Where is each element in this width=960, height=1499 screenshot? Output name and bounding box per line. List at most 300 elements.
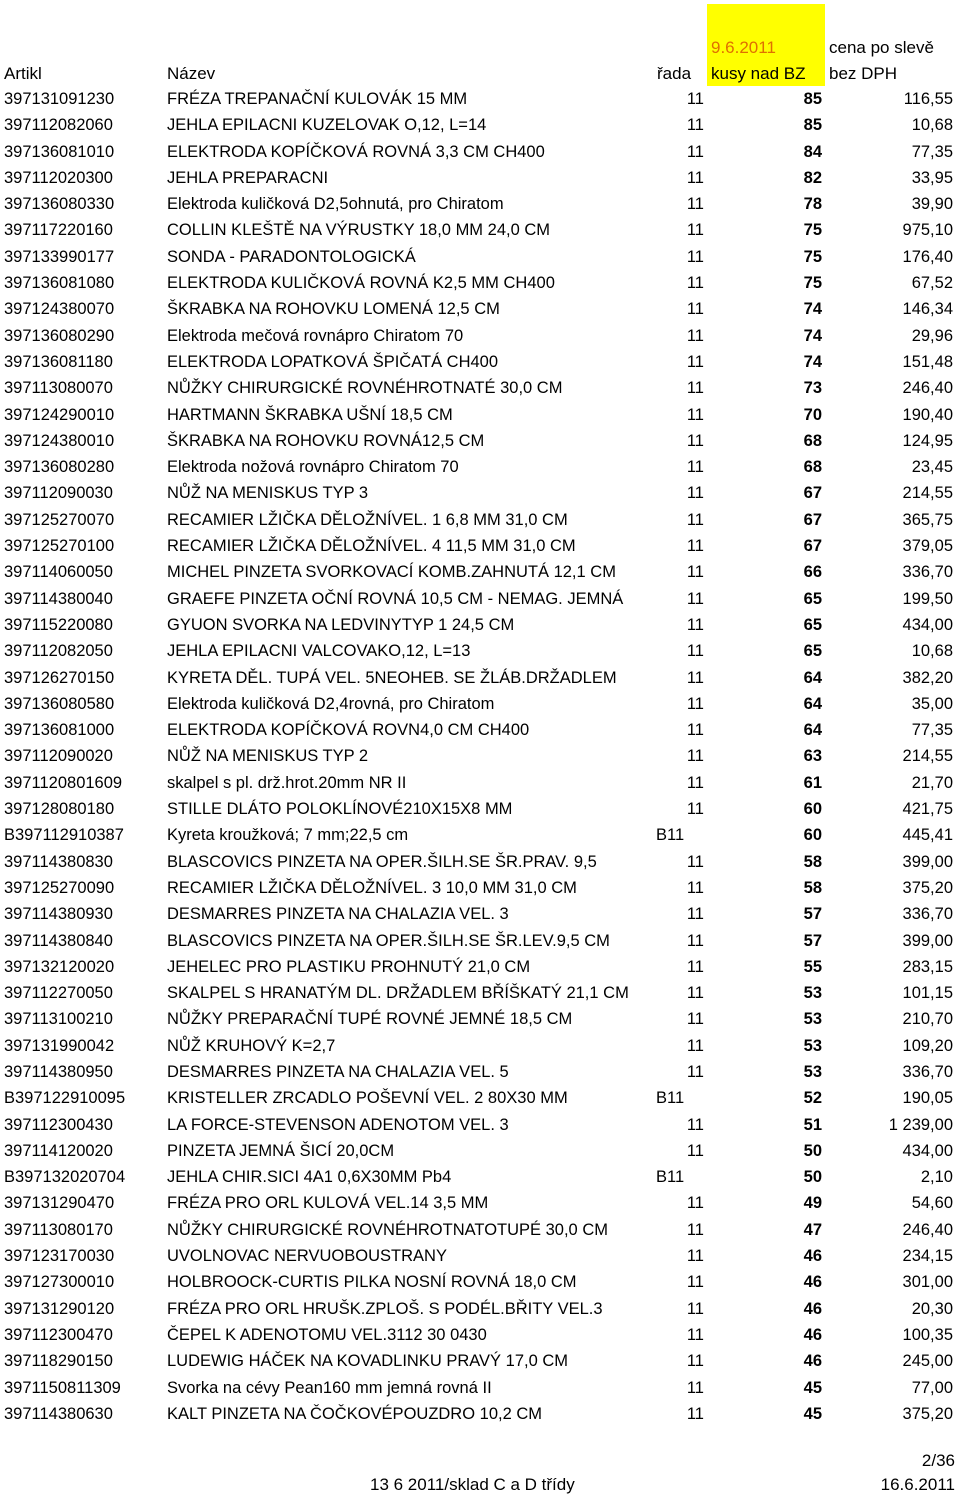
table-row <box>0 586 960 612</box>
kusy-cell: 64 <box>803 721 822 740</box>
rada-cell: 11 <box>686 800 704 819</box>
nazev-cell: JEHLA PREPARACNI <box>167 168 329 187</box>
kusy-cell: 74 <box>803 352 822 371</box>
table-row <box>0 1033 960 1059</box>
nazev-cell: NŮŽ NA MENISKUS TYP 3 <box>167 484 369 503</box>
header-cena-line1: cena po slevě <box>829 38 934 57</box>
rada-cell: 11 <box>686 1378 704 1397</box>
table-row <box>0 533 960 559</box>
table-row <box>0 638 960 664</box>
kusy-cell: 49 <box>803 1194 822 1213</box>
kusy-cell: 50 <box>803 1168 822 1187</box>
nazev-cell: PINZETA JEMNÁ ŠICÍ 20,0CM <box>167 1141 395 1160</box>
artikl-cell: 397113080070 <box>4 379 113 398</box>
kusy-cell: 85 <box>803 90 822 108</box>
cena-cell: 365,75 <box>902 510 953 529</box>
table-row <box>0 217 960 243</box>
artikl-cell: 397125270070 <box>4 510 115 529</box>
kusy-cell: 53 <box>803 1062 822 1081</box>
rada-cell: 11 <box>686 694 704 713</box>
artikl-cell: 397112082050 <box>4 642 113 661</box>
artikl-cell: 397136080330 <box>4 195 115 214</box>
nazev-cell: FRÉZA PRO ORL HRUŠK.ZPLOŠ. S PODÉL.BŘITY VEL.3 <box>167 1299 603 1318</box>
nazev-cell: Elektroda mečová rovnápro Chiratom 70 <box>167 326 464 345</box>
nazev-cell: DESMARRES PINZETA NA CHALAZIA VEL. 3 <box>167 905 509 924</box>
table-row <box>0 743 960 769</box>
rada-cell: 11 <box>686 1247 704 1266</box>
cena-cell: 382,20 <box>902 668 953 687</box>
table-row <box>0 1348 960 1374</box>
artikl-cell: 397117220160 <box>4 221 113 240</box>
rada-cell: 11 <box>686 773 704 792</box>
table-row <box>0 717 960 743</box>
kusy-cell: 64 <box>803 668 822 687</box>
cena-cell: 399,00 <box>902 931 953 950</box>
table-row <box>0 849 960 875</box>
header-cena-line2: bez DPH <box>829 64 898 83</box>
cena-cell: 246,40 <box>902 379 953 398</box>
cena-cell: 301,00 <box>902 1273 953 1292</box>
rada-cell: 11 <box>686 642 704 661</box>
nazev-cell: ELEKTRODA KULIČKOVÁ ROVNÁ K2,5 MM CH400 <box>167 274 555 293</box>
footer-date: 16.6.2011 <box>880 1475 955 1494</box>
artikl-cell: 397112300470 <box>4 1325 113 1344</box>
artikl-cell: 397127300010 <box>4 1273 115 1292</box>
artikl-cell: 397118290150 <box>4 1352 113 1371</box>
rada-cell: 11 <box>686 300 704 319</box>
rada-cell: 11 <box>686 1010 704 1029</box>
rada-cell: 11 <box>686 1299 704 1318</box>
cena-cell: 379,05 <box>902 537 953 556</box>
rada-cell: B11 <box>656 826 685 845</box>
rada-cell: 11 <box>686 878 704 897</box>
cena-cell: 245,00 <box>902 1352 953 1371</box>
nazev-cell: NŮŽ KRUHOVÝ K=2,7 <box>167 1036 336 1055</box>
nazev-cell: NŮŽ NA MENISKUS TYP 2 <box>167 747 369 766</box>
table-row <box>0 112 960 138</box>
table-row <box>0 1217 960 1243</box>
rada-cell: 11 <box>686 668 704 687</box>
nazev-cell: MICHEL PINZETA SVORKOVACÍ KOMB.ZAHNUTÁ 12,1 CM <box>167 563 616 582</box>
table-row <box>0 165 960 191</box>
table-row <box>0 480 960 506</box>
nazev-cell: ELEKTRODA LOPATKOVÁ ŠPIČATÁ CH400 <box>167 352 499 371</box>
rada-cell: 11 <box>686 1404 704 1423</box>
nazev-cell: LA FORCE-STEVENSON ADENOTOM VEL. 3 <box>167 1115 509 1134</box>
cena-cell: 35,00 <box>911 694 953 713</box>
kusy-cell: 67 <box>803 537 822 556</box>
table-row <box>0 1269 960 1295</box>
cena-cell: 246,40 <box>902 1220 953 1239</box>
kusy-cell: 52 <box>803 1089 822 1108</box>
nazev-cell: HARTMANN ŠKRABKA UŠNÍ 18,5 CM <box>167 405 453 424</box>
nazev-cell: Elektroda kuličková D2,4rovná, pro Chiratom <box>167 694 495 713</box>
nazev-cell: FRÉZA PRO ORL KULOVÁ VEL.14 3,5 MM <box>167 1194 489 1213</box>
kusy-cell: 60 <box>803 826 822 845</box>
kusy-cell: 45 <box>803 1378 822 1397</box>
rada-cell: 11 <box>686 537 704 556</box>
cena-cell: 151,48 <box>902 352 953 371</box>
artikl-cell: 397112090020 <box>4 747 113 766</box>
table-row <box>0 402 960 428</box>
nazev-cell: KRISTELLER ZRCADLO POŠEVNÍ VEL. 2 80X30 MM <box>167 1089 568 1108</box>
kusy-cell: 46 <box>803 1325 822 1344</box>
kusy-cell: 47 <box>803 1220 822 1239</box>
rada-cell: 11 <box>686 142 704 161</box>
table-row <box>0 1190 960 1216</box>
artikl-cell: B397132020704 <box>4 1168 126 1187</box>
artikl-cell: 397114380950 <box>4 1062 113 1081</box>
table-row <box>0 822 960 848</box>
cena-cell: 336,70 <box>902 563 953 582</box>
nazev-cell: NŮŽKY PREPARAČNÍ TUPÉ ROVNÉ JEMNÉ 18,5 CM <box>167 1010 573 1029</box>
rada-cell: B11 <box>656 1089 685 1108</box>
kusy-cell: 55 <box>803 957 822 976</box>
table-row <box>0 1085 960 1111</box>
kusy-cell: 46 <box>803 1273 822 1292</box>
nazev-cell: skalpel s pl. drž.hrot.20mm NR II <box>167 773 407 792</box>
kusy-cell: 85 <box>803 116 822 135</box>
kusy-cell: 63 <box>803 747 822 766</box>
table-row <box>0 507 960 533</box>
cena-cell: 283,15 <box>902 957 953 976</box>
table-row <box>0 428 960 454</box>
kusy-cell: 64 <box>803 694 822 713</box>
cena-cell: 20,30 <box>911 1299 953 1318</box>
artikl-cell: 397136081080 <box>4 274 115 293</box>
table-row <box>0 1243 960 1269</box>
cena-cell: 116,55 <box>903 90 953 108</box>
cena-cell: 109,20 <box>902 1036 953 1055</box>
kusy-cell: 66 <box>803 563 822 582</box>
nazev-cell: RECAMIER LŽIČKA DĚLOŽNÍVEL. 4 11,5 MM 31,0 CM <box>167 537 576 556</box>
artikl-cell: 397124290010 <box>4 405 115 424</box>
cena-cell: 29,96 <box>911 326 953 345</box>
nazev-cell: Elektroda nožová rovnápro Chiratom 70 <box>167 458 459 477</box>
table-row <box>0 1059 960 1085</box>
artikl-cell: 397136080280 <box>4 458 115 477</box>
rada-cell: 11 <box>686 168 704 187</box>
table-row <box>0 454 960 480</box>
cena-cell: 214,55 <box>902 747 953 766</box>
artikl-cell: 397114380040 <box>4 589 113 608</box>
rada-cell: 11 <box>686 326 704 345</box>
cena-cell: 1 239,00 <box>888 1115 953 1134</box>
table-row <box>0 691 960 717</box>
rada-cell: 11 <box>686 1194 704 1213</box>
artikl-cell: 397112082060 <box>4 116 113 135</box>
rada-cell: 11 <box>686 1273 704 1292</box>
cena-cell: 10,68 <box>911 116 953 135</box>
kusy-cell: 45 <box>803 1404 822 1423</box>
kusy-cell: 46 <box>803 1247 822 1266</box>
kusy-cell: 58 <box>803 878 822 897</box>
cena-cell: 101,15 <box>902 984 953 1003</box>
artikl-cell: 397113100210 <box>4 1010 113 1029</box>
cena-cell: 77,35 <box>911 142 953 161</box>
kusy-cell: 61 <box>803 773 822 792</box>
artikl-cell: 397136081000 <box>4 721 115 740</box>
artikl-cell: B397122910095 <box>4 1089 126 1108</box>
nazev-cell: ŠKRABKA NA ROHOVKU ROVNÁ12,5 CM <box>167 431 485 450</box>
table-row <box>0 875 960 901</box>
cena-cell: 190,40 <box>902 405 953 424</box>
rada-cell: 11 <box>686 931 704 950</box>
nazev-cell: KYRETA DĚL. TUPÁ VEL. 5NEOHEB. SE ŽLÁB.DRŽADLEM <box>167 668 617 687</box>
rada-cell: 11 <box>686 905 704 924</box>
kusy-cell: 67 <box>803 510 822 529</box>
kusy-cell: 60 <box>803 800 822 819</box>
header-date: 9.6.2011 <box>711 38 776 57</box>
rada-cell: 11 <box>686 984 704 1003</box>
artikl-cell: 397114060050 <box>4 563 113 582</box>
cena-cell: 77,35 <box>911 721 953 740</box>
cena-cell: 375,20 <box>902 878 953 897</box>
nazev-cell: GRAEFE PINZETA OČNÍ ROVNÁ 10,5 CM - NEMAG. JEMNÁ <box>167 589 624 608</box>
nazev-cell: Kyreta kroužková; 7 mm;22,5 cm <box>167 826 409 845</box>
table-row <box>0 980 960 1006</box>
header-nazev: Název <box>167 64 216 83</box>
artikl-cell: 397125270100 <box>4 537 115 556</box>
kusy-cell: 75 <box>803 247 822 266</box>
rada-cell: 11 <box>686 221 704 240</box>
nazev-cell: COLLIN KLEŠTĚ NA VÝRUSTKY 18,0 MM 24,0 CM <box>167 221 550 240</box>
cena-cell: 67,52 <box>911 274 953 293</box>
table-row <box>0 139 960 165</box>
artikl-cell: 397131091230 <box>4 90 115 108</box>
table-row <box>0 1401 960 1427</box>
table-row <box>0 796 960 822</box>
kusy-cell: 53 <box>803 1036 822 1055</box>
table-row <box>0 1112 960 1138</box>
cena-cell: 214,55 <box>902 484 953 503</box>
rada-cell: B11 <box>656 1168 685 1187</box>
rada-cell: 11 <box>686 352 704 371</box>
artikl-cell: 397114120020 <box>4 1141 113 1160</box>
rada-cell: 11 <box>686 379 704 398</box>
rada-cell: 11 <box>686 957 704 976</box>
product-table <box>0 86 960 1427</box>
nazev-cell: BLASCOVICS PINZETA NA OPER.ŠILH.SE ŠR.LEV.9,5 CM <box>167 931 610 950</box>
page-number: 2/36 <box>921 1451 955 1470</box>
rada-cell: 11 <box>686 1220 704 1239</box>
kusy-cell: 68 <box>803 458 822 477</box>
kusy-cell: 50 <box>803 1141 822 1160</box>
nazev-cell: JEHLA EPILACNI VALCOVAKO,12, L=13 <box>167 642 471 661</box>
kusy-cell: 74 <box>803 326 822 345</box>
kusy-cell: 84 <box>803 142 822 161</box>
table-row <box>0 612 960 638</box>
nazev-cell: KALT PINZETA NA ČOČKOVÉPOUZDRO 10,2 CM <box>167 1404 543 1423</box>
artikl-cell: 397112020300 <box>4 168 113 187</box>
artikl-cell: 397126270150 <box>4 668 115 687</box>
nazev-cell: SKALPEL S HRANATÝM DL. DRŽADLEM BŘÍŠKATÝ 21,1 CM <box>167 984 629 1003</box>
rada-cell: 11 <box>686 405 704 424</box>
cena-cell: 2,10 <box>920 1168 953 1187</box>
cena-cell: 336,70 <box>902 1062 953 1081</box>
artikl-cell: B397112910387 <box>4 826 124 845</box>
table-row <box>0 559 960 585</box>
table-row <box>0 770 960 796</box>
table-row <box>0 1138 960 1164</box>
nazev-cell: ČEPEL K ADENOTOMU VEL.3112 30 0430 <box>167 1325 487 1344</box>
table-row <box>0 1322 960 1348</box>
cena-cell: 21,70 <box>911 773 953 792</box>
nazev-cell: NŮŽKY CHIRURGICKÉ ROVNÉHROTNATÉ 30,0 CM <box>167 379 563 398</box>
nazev-cell: Svorka na cévy Pean160 mm jemná rovná II <box>167 1378 492 1397</box>
rada-cell: 11 <box>686 431 704 450</box>
kusy-cell: 73 <box>803 379 822 398</box>
cena-cell: 23,45 <box>911 458 953 477</box>
cena-cell: 33,95 <box>911 168 953 187</box>
nazev-cell: NŮŽKY CHIRURGICKÉ ROVNÉHROTNATOTUPÉ 30,0 CM <box>167 1220 608 1239</box>
cena-cell: 421,75 <box>902 800 953 819</box>
rada-cell: 11 <box>686 116 704 135</box>
kusy-cell: 75 <box>803 274 822 293</box>
cena-cell: 100,35 <box>902 1325 953 1344</box>
rada-cell: 11 <box>686 1115 704 1134</box>
cena-cell: 39,90 <box>911 195 953 214</box>
table-row <box>0 1296 960 1322</box>
kusy-cell: 46 <box>803 1352 822 1371</box>
rada-cell: 11 <box>686 247 704 266</box>
artikl-cell: 397128080180 <box>4 800 115 819</box>
kusy-cell: 57 <box>803 905 822 924</box>
nazev-cell: JEHELEC PRO PLASTIKU PROHNUTÝ 21,0 CM <box>167 957 531 976</box>
artikl-cell: 397113080170 <box>4 1220 113 1239</box>
table-row <box>0 191 960 217</box>
rada-cell: 11 <box>686 747 704 766</box>
kusy-cell: 74 <box>803 300 822 319</box>
cena-cell: 190,05 <box>902 1089 953 1108</box>
rada-cell: 11 <box>686 1141 704 1160</box>
rada-cell: 11 <box>686 458 704 477</box>
table-row <box>0 1006 960 1032</box>
rada-cell: 11 <box>686 510 704 529</box>
nazev-cell: Elektroda kuličková D2,5ohnutá, pro Chiratom <box>167 195 504 214</box>
kusy-cell: 58 <box>803 852 822 871</box>
nazev-cell: LUDEWIG HÁČEK NA KOVADLINKU PRAVÝ 17,0 CM <box>167 1352 568 1371</box>
table-row <box>0 1375 960 1401</box>
header-artikl: Artikl <box>4 64 42 83</box>
nazev-cell: FRÉZA TREPANAČNÍ KULOVÁK 15 MM <box>167 90 468 108</box>
cena-cell: 434,00 <box>902 1141 953 1160</box>
kusy-cell: 78 <box>803 195 822 214</box>
artikl-cell: 397131290120 <box>4 1299 115 1318</box>
artikl-cell: 397114380930 <box>4 905 113 924</box>
kusy-cell: 65 <box>803 589 822 608</box>
artikl-cell: 397136080580 <box>4 694 115 713</box>
cena-cell: 336,70 <box>902 905 953 924</box>
nazev-cell: HOLBROOCK-CURTIS PILKA NOSNÍ ROVNÁ 18,0 CM <box>167 1273 577 1292</box>
cena-cell: 210,70 <box>902 1010 953 1029</box>
artikl-cell: 397112300430 <box>4 1115 113 1134</box>
kusy-cell: 65 <box>803 642 822 661</box>
rada-cell: 11 <box>686 1352 704 1371</box>
table-row <box>0 665 960 691</box>
cena-cell: 199,50 <box>902 589 953 608</box>
nazev-cell: ELEKTRODA KOPÍČKOVÁ ROVNÁ 3,3 CM CH400 <box>167 142 545 161</box>
table-row <box>0 270 960 296</box>
artikl-cell: 397131290470 <box>4 1194 115 1213</box>
kusy-cell: 75 <box>803 221 822 240</box>
artikl-cell: 397114380630 <box>4 1404 113 1423</box>
nazev-cell: ŠKRABKA NA ROHOVKU LOMENÁ 12,5 CM <box>167 300 500 319</box>
cena-cell: 10,68 <box>911 642 953 661</box>
kusy-cell: 53 <box>803 984 822 1003</box>
nazev-cell: BLASCOVICS PINZETA NA OPER.ŠILH.SE ŠR.PRAV. 9,5 <box>167 852 597 871</box>
table-row <box>0 901 960 927</box>
nazev-cell: RECAMIER LŽIČKA DĚLOŽNÍVEL. 1 6,8 MM 31,0 CM <box>167 510 568 529</box>
kusy-cell: 68 <box>803 431 822 450</box>
table-row <box>0 1164 960 1190</box>
artikl-cell: 397136081180 <box>4 352 113 371</box>
nazev-cell: ELEKTRODA KOPÍČKOVÁ ROVN4,0 CM CH400 <box>167 721 530 740</box>
table-row <box>0 296 960 322</box>
cena-cell: 375,20 <box>902 1404 953 1423</box>
table-row <box>0 375 960 401</box>
nazev-cell: SONDA - PARADONTOLOGICKÁ <box>167 247 416 266</box>
nazev-cell: JEHLA CHIR.SICI 4A1 0,6X30MM Pb4 <box>167 1168 452 1187</box>
nazev-cell: STILLE DLÁTO POLOKLÍNOVÉ210X15X8 MM <box>167 800 513 819</box>
table-row <box>0 349 960 375</box>
rada-cell: 11 <box>686 484 704 503</box>
cena-cell: 77,00 <box>911 1378 953 1397</box>
kusy-cell: 51 <box>803 1115 822 1134</box>
rada-cell: 11 <box>686 615 704 634</box>
header-rada: řada <box>657 64 692 83</box>
header-kusy: kusy nad BZ <box>711 64 806 83</box>
cena-cell: 54,60 <box>911 1194 953 1213</box>
kusy-cell: 46 <box>803 1299 822 1318</box>
rada-cell: 11 <box>686 1036 704 1055</box>
artikl-cell: 397114380840 <box>4 931 113 950</box>
rada-cell: 11 <box>686 195 704 214</box>
table-row <box>0 954 960 980</box>
rada-cell: 11 <box>686 274 704 293</box>
artikl-cell: 397136081010 <box>4 142 115 161</box>
kusy-cell: 70 <box>803 405 822 424</box>
cena-cell: 176,40 <box>902 247 953 266</box>
kusy-cell: 65 <box>803 615 822 634</box>
rada-cell: 11 <box>686 1062 704 1081</box>
nazev-cell: JEHLA EPILACNI KUZELOVAK O,12, L=14 <box>167 116 487 135</box>
rada-cell: 11 <box>686 90 704 108</box>
artikl-cell: 397123170030 <box>4 1247 115 1266</box>
rada-cell: 11 <box>686 852 704 871</box>
cena-cell: 124,95 <box>902 431 953 450</box>
artikl-cell: 397131990042 <box>4 1036 115 1055</box>
artikl-cell: 397124380010 <box>4 431 115 450</box>
artikl-cell: 397115220080 <box>4 615 113 634</box>
kusy-cell: 82 <box>803 168 822 187</box>
table-row <box>0 86 960 112</box>
table-row <box>0 928 960 954</box>
cena-cell: 146,34 <box>902 300 953 319</box>
table-row <box>0 244 960 270</box>
nazev-cell: DESMARRES PINZETA NA CHALAZIA VEL. 5 <box>167 1062 509 1081</box>
nazev-cell: GYUON SVORKA NA LEDVINYTYP 1 24,5 CM <box>167 615 515 634</box>
artikl-cell: 397136080290 <box>4 326 115 345</box>
kusy-cell: 67 <box>803 484 822 503</box>
nazev-cell: UVOLNOVAC NERVUOBOUSTRANY <box>167 1247 447 1266</box>
kusy-cell: 53 <box>803 1010 822 1029</box>
table-row <box>0 323 960 349</box>
artikl-cell: 397114380830 <box>4 852 113 871</box>
cena-cell: 399,00 <box>902 852 953 871</box>
artikl-cell: 3971150811309 <box>4 1378 121 1397</box>
cena-cell: 234,15 <box>902 1247 953 1266</box>
